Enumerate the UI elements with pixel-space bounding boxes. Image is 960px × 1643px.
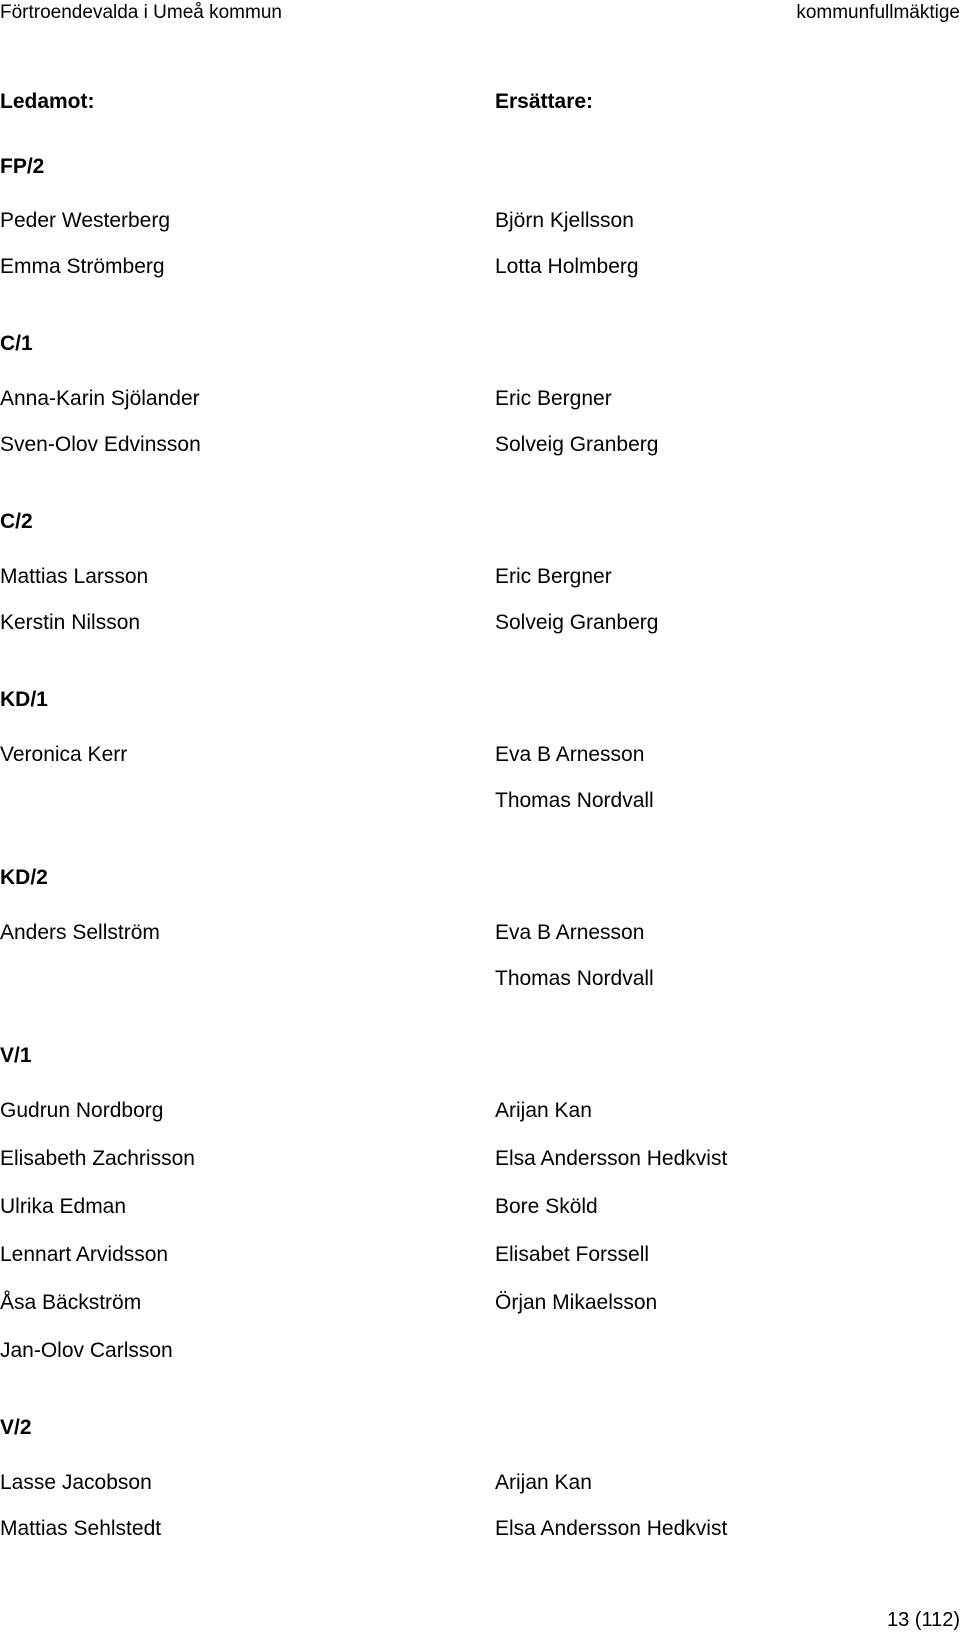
member-name: Lennart Arvidsson bbox=[0, 1243, 169, 1266]
member-name: Anna-Karin Sjölander bbox=[0, 387, 200, 410]
substitute-name: Thomas Nordvall bbox=[495, 789, 654, 812]
member-name: Ulrika Edman bbox=[0, 1195, 127, 1218]
member-name: Emma Strömberg bbox=[0, 255, 165, 278]
group-label: KD/1 bbox=[0, 688, 48, 711]
page-number: 13 (112) bbox=[886, 1609, 960, 1631]
substitute-name: Solveig Granberg bbox=[495, 611, 659, 634]
member-name: Mattias Larsson bbox=[0, 565, 149, 588]
substitute-name: Elsa Andersson Hedkvist bbox=[495, 1517, 728, 1540]
header-left: Förtroendevalda i Umeå kommun bbox=[0, 2, 282, 23]
member-name: Jan-Olov Carlsson bbox=[0, 1339, 173, 1362]
member-name: Anders Sellström bbox=[0, 921, 160, 944]
member-name: Veronica Kerr bbox=[0, 743, 128, 766]
member-name: Peder Westerberg bbox=[0, 209, 171, 232]
member-name: Sven-Olov Edvinsson bbox=[0, 433, 201, 456]
substitute-name: Bore Sköld bbox=[495, 1195, 598, 1218]
substitute-name: Elsa Andersson Hedkvist bbox=[495, 1147, 728, 1170]
substitute-name: Solveig Granberg bbox=[495, 433, 659, 456]
header-right: kommunfullmäktige bbox=[796, 2, 960, 23]
substitutes-column-title: Ersättare: bbox=[495, 90, 594, 113]
substitute-name: Eva B Arnesson bbox=[495, 921, 645, 944]
group-label: V/2 bbox=[0, 1416, 32, 1439]
member-name: Gudrun Nordborg bbox=[0, 1099, 164, 1122]
members-column-title: Ledamot: bbox=[0, 90, 95, 113]
substitute-name: Arijan Kan bbox=[495, 1471, 592, 1494]
substitute-name: Eric Bergner bbox=[495, 387, 612, 410]
substitute-name: Arijan Kan bbox=[495, 1099, 592, 1122]
substitute-name: Eric Bergner bbox=[495, 565, 612, 588]
group-label: C/2 bbox=[0, 510, 33, 533]
substitute-name: Örjan Mikaelsson bbox=[495, 1291, 658, 1314]
substitute-name: Lotta Holmberg bbox=[495, 255, 639, 278]
group-label: V/1 bbox=[0, 1044, 32, 1067]
substitute-name: Björn Kjellsson bbox=[495, 209, 634, 232]
member-name: Mattias Sehlstedt bbox=[0, 1517, 162, 1540]
member-name: Lasse Jacobson bbox=[0, 1471, 152, 1494]
member-name: Kerstin Nilsson bbox=[0, 611, 141, 634]
member-name: Elisabeth Zachrisson bbox=[0, 1147, 195, 1170]
member-name: Åsa Bäckström bbox=[0, 1291, 142, 1314]
group-label: FP/2 bbox=[0, 155, 45, 178]
group-label: C/1 bbox=[0, 332, 33, 355]
substitute-name: Elisabet Forssell bbox=[495, 1243, 650, 1266]
group-label: KD/2 bbox=[0, 866, 48, 889]
substitute-name: Thomas Nordvall bbox=[495, 967, 654, 990]
substitute-name: Eva B Arnesson bbox=[495, 743, 645, 766]
